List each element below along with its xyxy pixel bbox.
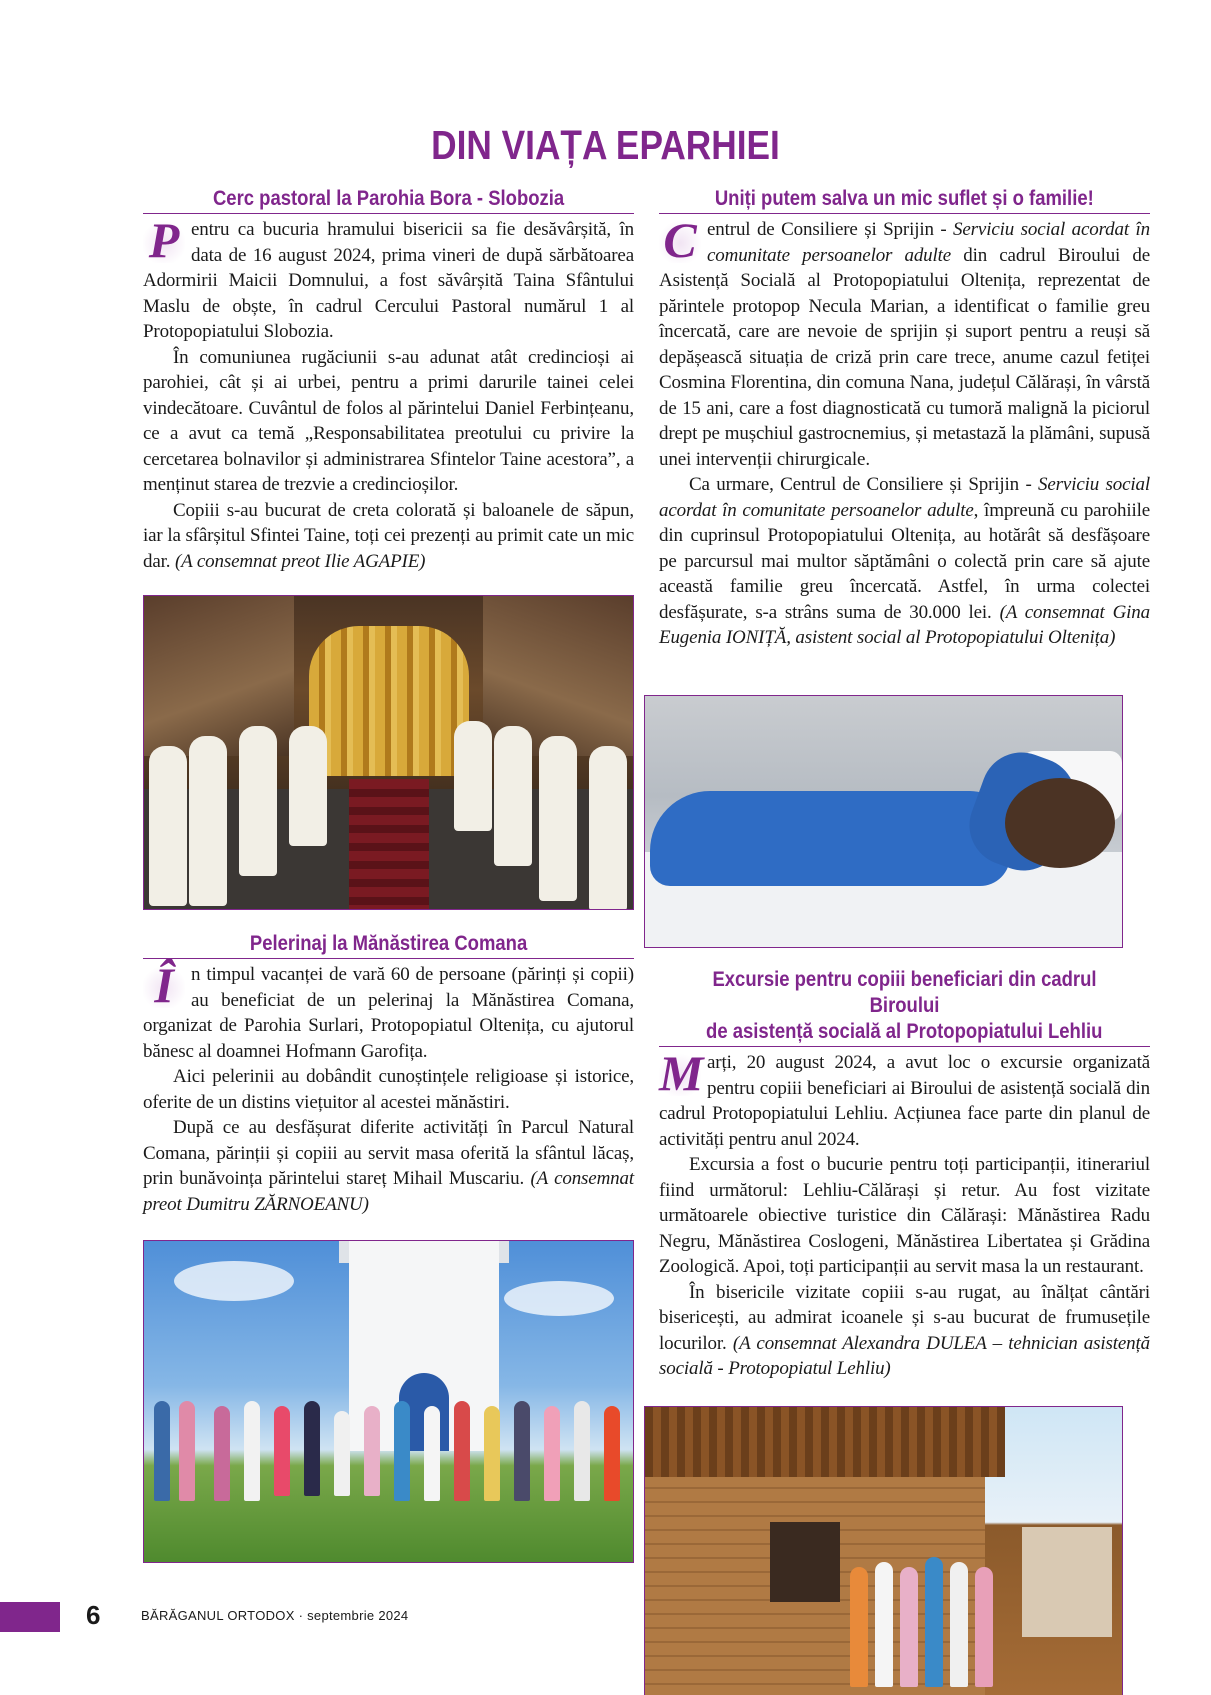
photo-group-monastery — [143, 1240, 634, 1563]
article-body-bora — [143, 212, 634, 574]
dropcap-letter: M — [659, 1045, 704, 1101]
footer-publication: BĂRĂGANUL ORTODOX · septembrie 2024 — [141, 1608, 409, 1623]
article-uniti — [659, 186, 1150, 651]
paragraph: M arți, 20 august 2024, a avut loc o excursie organizată pentru copiii beneficiari ai Biroului de asistență socială din cadrul Protopopiatului Lehliu. Acțiunea face parte din planul de activități pentru anul 2024. — [659, 1045, 1150, 1150]
paragraph: După ce au desfășurat diferite activități în Parcul Natural Comana, părinții și copiii au servit masa oferită la sfântul lăcaș, prin bunăvoința părintelui stareț Mihail Muscariu. (A consemnat preot Dumitru ZĂRNOEANU) — [143, 1117, 634, 1215]
article-bora — [143, 186, 634, 574]
paragraph: Aici pelerinii au dobândit cunoștințele religioase și istorice, oferite de un distins viețuitor al acestei mănăstiri. — [143, 1066, 634, 1113]
dropcap-letter: Î — [143, 964, 185, 1008]
article-body-lehliu — [659, 1045, 1150, 1382]
article-body-uniti — [659, 212, 1150, 651]
paragraph: P entru ca bucuria hramului bisericii sa fie desăvârșită, în data de 16 august 2024, prima vineri de după sărbătoarea Adormirii Maicii Domnului, a fost săvârșită Taina Sfântului Maslu de obște, în cadrul Cercului Pastoral numărul 1 al Protopopiatului Slobozia. — [143, 212, 634, 342]
article-credit: (A consemnat preot Ilie AGAPIE) — [174, 550, 426, 572]
article-title-lehliu: Excursie pentru copiii beneficiari din cadrul Biroului de asistență socială al Protopopiatului Lehliu — [659, 967, 1150, 1047]
article-credit: (A consemnat preot Dumitru ZĂRNOEANU) — [143, 1168, 634, 1215]
paragraph: Ca urmare, Centrul de Consiliere și Sprijin - Serviciu social acordat în comunitate persoanelor adulte, împreună cu parohiile din cuprinsul Protopopiatului Oltenița, au hotărât să desfășoare pe parcursul mai multor săptămâni o colectă prin care să ajute această familie greu încercată. Astfel, în urma colectei desfășurate, s-a strâns suma de 30.000 lei. (A consemnat Gina Eugenia IONIȚĂ, asistent social al Protopopiatului Oltenița) — [659, 474, 1150, 648]
dropcap-letter: P — [143, 219, 185, 263]
page-title: DIN VIAȚA EPARHIEI — [431, 122, 780, 168]
article-comana — [143, 931, 634, 1217]
photo-wooden-house-group — [644, 1406, 1123, 1695]
paragraph: Excursia a fost o bucurie pentru toți participanții, itinerariul fiind următorul: Lehliu-Călărași și retur. Au fost vizitate următoarele obiective turistice din Călărași: Mănăstirea Radu Negru, Mănăstirea Coslogeni, Mănăstirea Libertatea și Grădina Zoologică. Apoi, toți participanții au servit masa la un restaurant. — [659, 1154, 1150, 1277]
article-credit: (A consemnat Alexandra DULEA – tehnician asistență socială - Protopopiatul Lehliu) — [659, 1332, 1150, 1379]
article-title-uniti: Uniți putem salva un mic suflet și o familie! — [659, 186, 1150, 214]
paragraph: Î n timpul vacanței de vară 60 de persoane (părinți și copii) au beneficiat de un pelerinaj la Mănăstirea Comana, organizat de Parohia Surlari, Protopopiatul Oltenița, cu ajutorul bănesc al doamnei Hofmann Garofița. — [143, 957, 634, 1062]
article-credit: (A consemnat Gina Eugenia IONIȚĂ, asistent social al Protopopiatului Oltenița) — [659, 601, 1150, 648]
photo-church-interior — [143, 595, 634, 910]
paragraph: În comuniunea rugăciunii s-au adunat atât credincioși ai parohiei, cât și ai urbei, pentru a primi darurile tainei celei vindecătoare. Cuvântul de folos al părintelui Daniel Ferbințeanu, ce a avut ca temă „Responsabilitatea preotului cu privire la cercetarea bolnavilor și administrarea Sfintelor Taine acestora”, a menținut starea de trezvie a credincioșilor. — [143, 346, 634, 495]
photo-girl-hospital-bed — [644, 695, 1123, 948]
dropcap-letter: C — [659, 219, 701, 263]
paragraph: C entrul de Consiliere și Sprijin - Serviciu social acordat în comunitate persoanelor adulte din cadrul Biroului de Asistență Socială al Protopopiatului Oltenița, reprezentat de părintele protopop Necula Marian, a identificat o familie greu încercată, care are nevoie de sprijin și suport pentru a reuși să depășească situația de criză prin care trece, anume cazul fetiței Cosmina Florentina, din comuna Nana, județul Călărași, în vârstă de 15 ani, care a fost diagnosticată cu tumoră malignă la piciorul drept pe mușchiul gastrocnemius, și metastază la plămâni, supusă unei intervenții chirurgicale. — [659, 212, 1150, 470]
article-title-bora: Cerc pastoral la Parohia Bora - Slobozia — [143, 186, 634, 214]
article-lehliu — [659, 967, 1150, 1382]
footer-accent-bar — [0, 1602, 60, 1632]
article-title-comana: Pelerinaj la Mănăstirea Comana — [143, 931, 634, 959]
article-body-comana — [143, 957, 634, 1217]
paragraph: În bisericile vizitate copiii s-au rugat, au înălțat cântări bisericești, au admirat icoanele și s-au bucurat de frumusețile locurilor. (A consemnat Alexandra DULEA – tehnician asistență socială - Protopopiatul Lehliu) — [659, 1281, 1150, 1379]
paragraph: Copiii s-au bucurat de creta colorată și baloanele de săpun, iar la sfârșitul Sfintei Taine, toți cei prezenți au primit cate un mic dar. (A consemnat preot Ilie AGAPIE) — [143, 499, 634, 572]
page-number: 6 — [86, 1600, 101, 1630]
